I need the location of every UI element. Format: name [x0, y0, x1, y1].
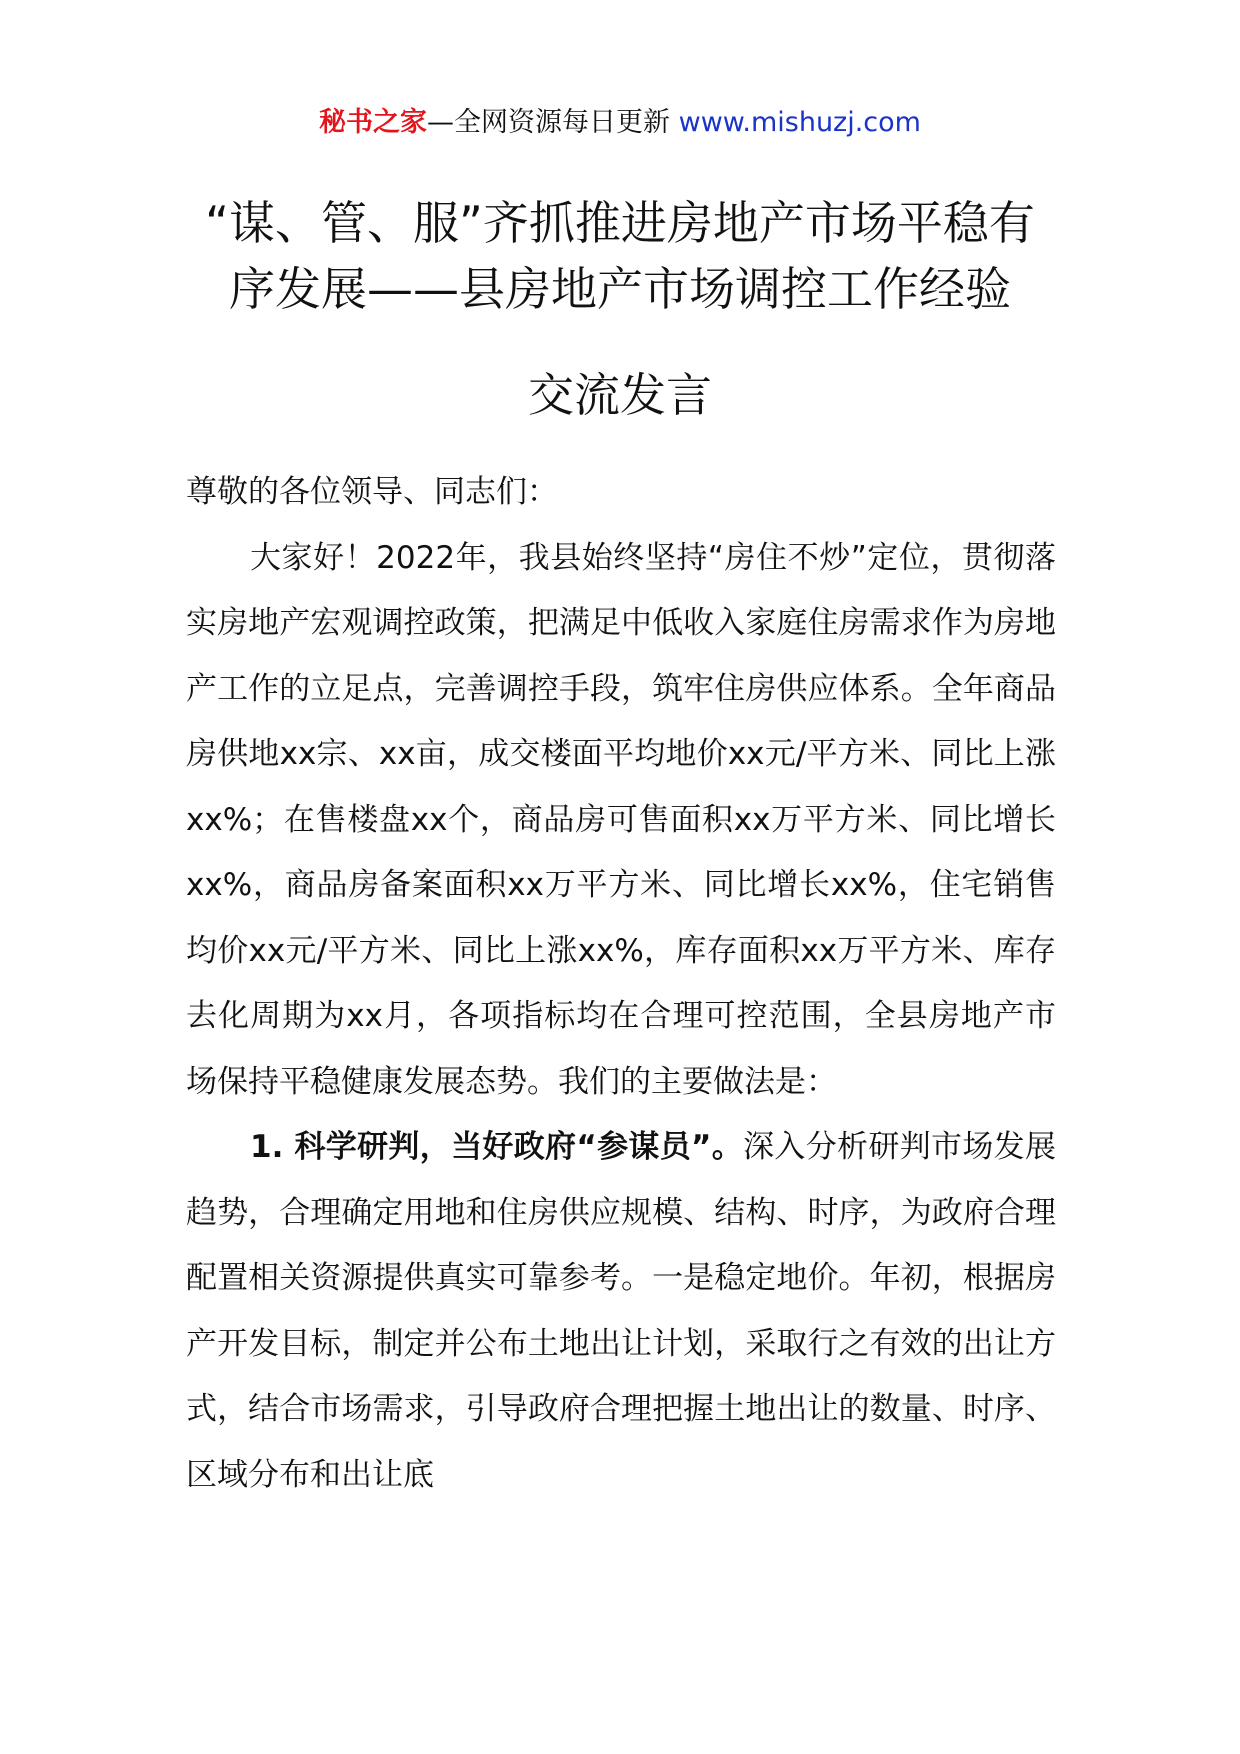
paragraph-section-1 — [186, 1115, 1056, 1508]
salutation: 尊敬的各位领导、同志们： — [186, 474, 558, 510]
title-line-1: “谋、管、服”齐抓推进房地产市场平稳有 — [205, 196, 1035, 250]
website-link[interactable]: www.mishuzj.com — [678, 107, 921, 138]
header-tagline: —全网资源每日更新 — [427, 107, 671, 138]
section-1-text: 深入分析研判市场发展趋势，合理确定用地和住房供应规模、结构、时序，为政府合理配置相关资源提供真实可靠参考。一是稳定地价。年初，根据房产开发目标，制定并公布土地出让计划，采取行之有效的出让方式，结合市场需求，引导政府合理把握土地出让的数量、时序、区域分布和出让底 — [186, 1129, 1056, 1493]
title-line-3: 交流发言 — [528, 368, 712, 422]
brand-name: 秘书之家 — [319, 107, 428, 138]
title-line-2: 序发展——县房地产市场调控工作经验 — [229, 262, 1011, 316]
document-body — [186, 460, 1056, 1508]
document-header — [0, 103, 1240, 143]
document-title — [160, 190, 1080, 428]
paragraph-intro: 大家好！2022年，我县始终坚持“房住不炒”定位，贯彻落实房地产宏观调控政策，把满足中低收入家庭住房需求作为房地产工作的立足点，完善调控手段，筑牢住房供应体系。全年商品房供地xx宗、xx亩，成交楼面平均地价xx元/平方米、同比上涨xx%；在售楼盘xx个，商品房可售面积xx万平方米、同比增长xx%，商品房备案面积xx万平方米、同比增长xx%，住宅销售均价xx元/平方米、同比上涨xx%，库存面积xx万平方米、库存去化周期为xx月，各项指标均在合理可控范围，全县房地产市场保持平稳健康发展态势。我们的主要做法是： — [186, 539, 1056, 1100]
section-1-heading: 1. 科学研判，当好政府“参谋员”。 — [250, 1129, 744, 1165]
